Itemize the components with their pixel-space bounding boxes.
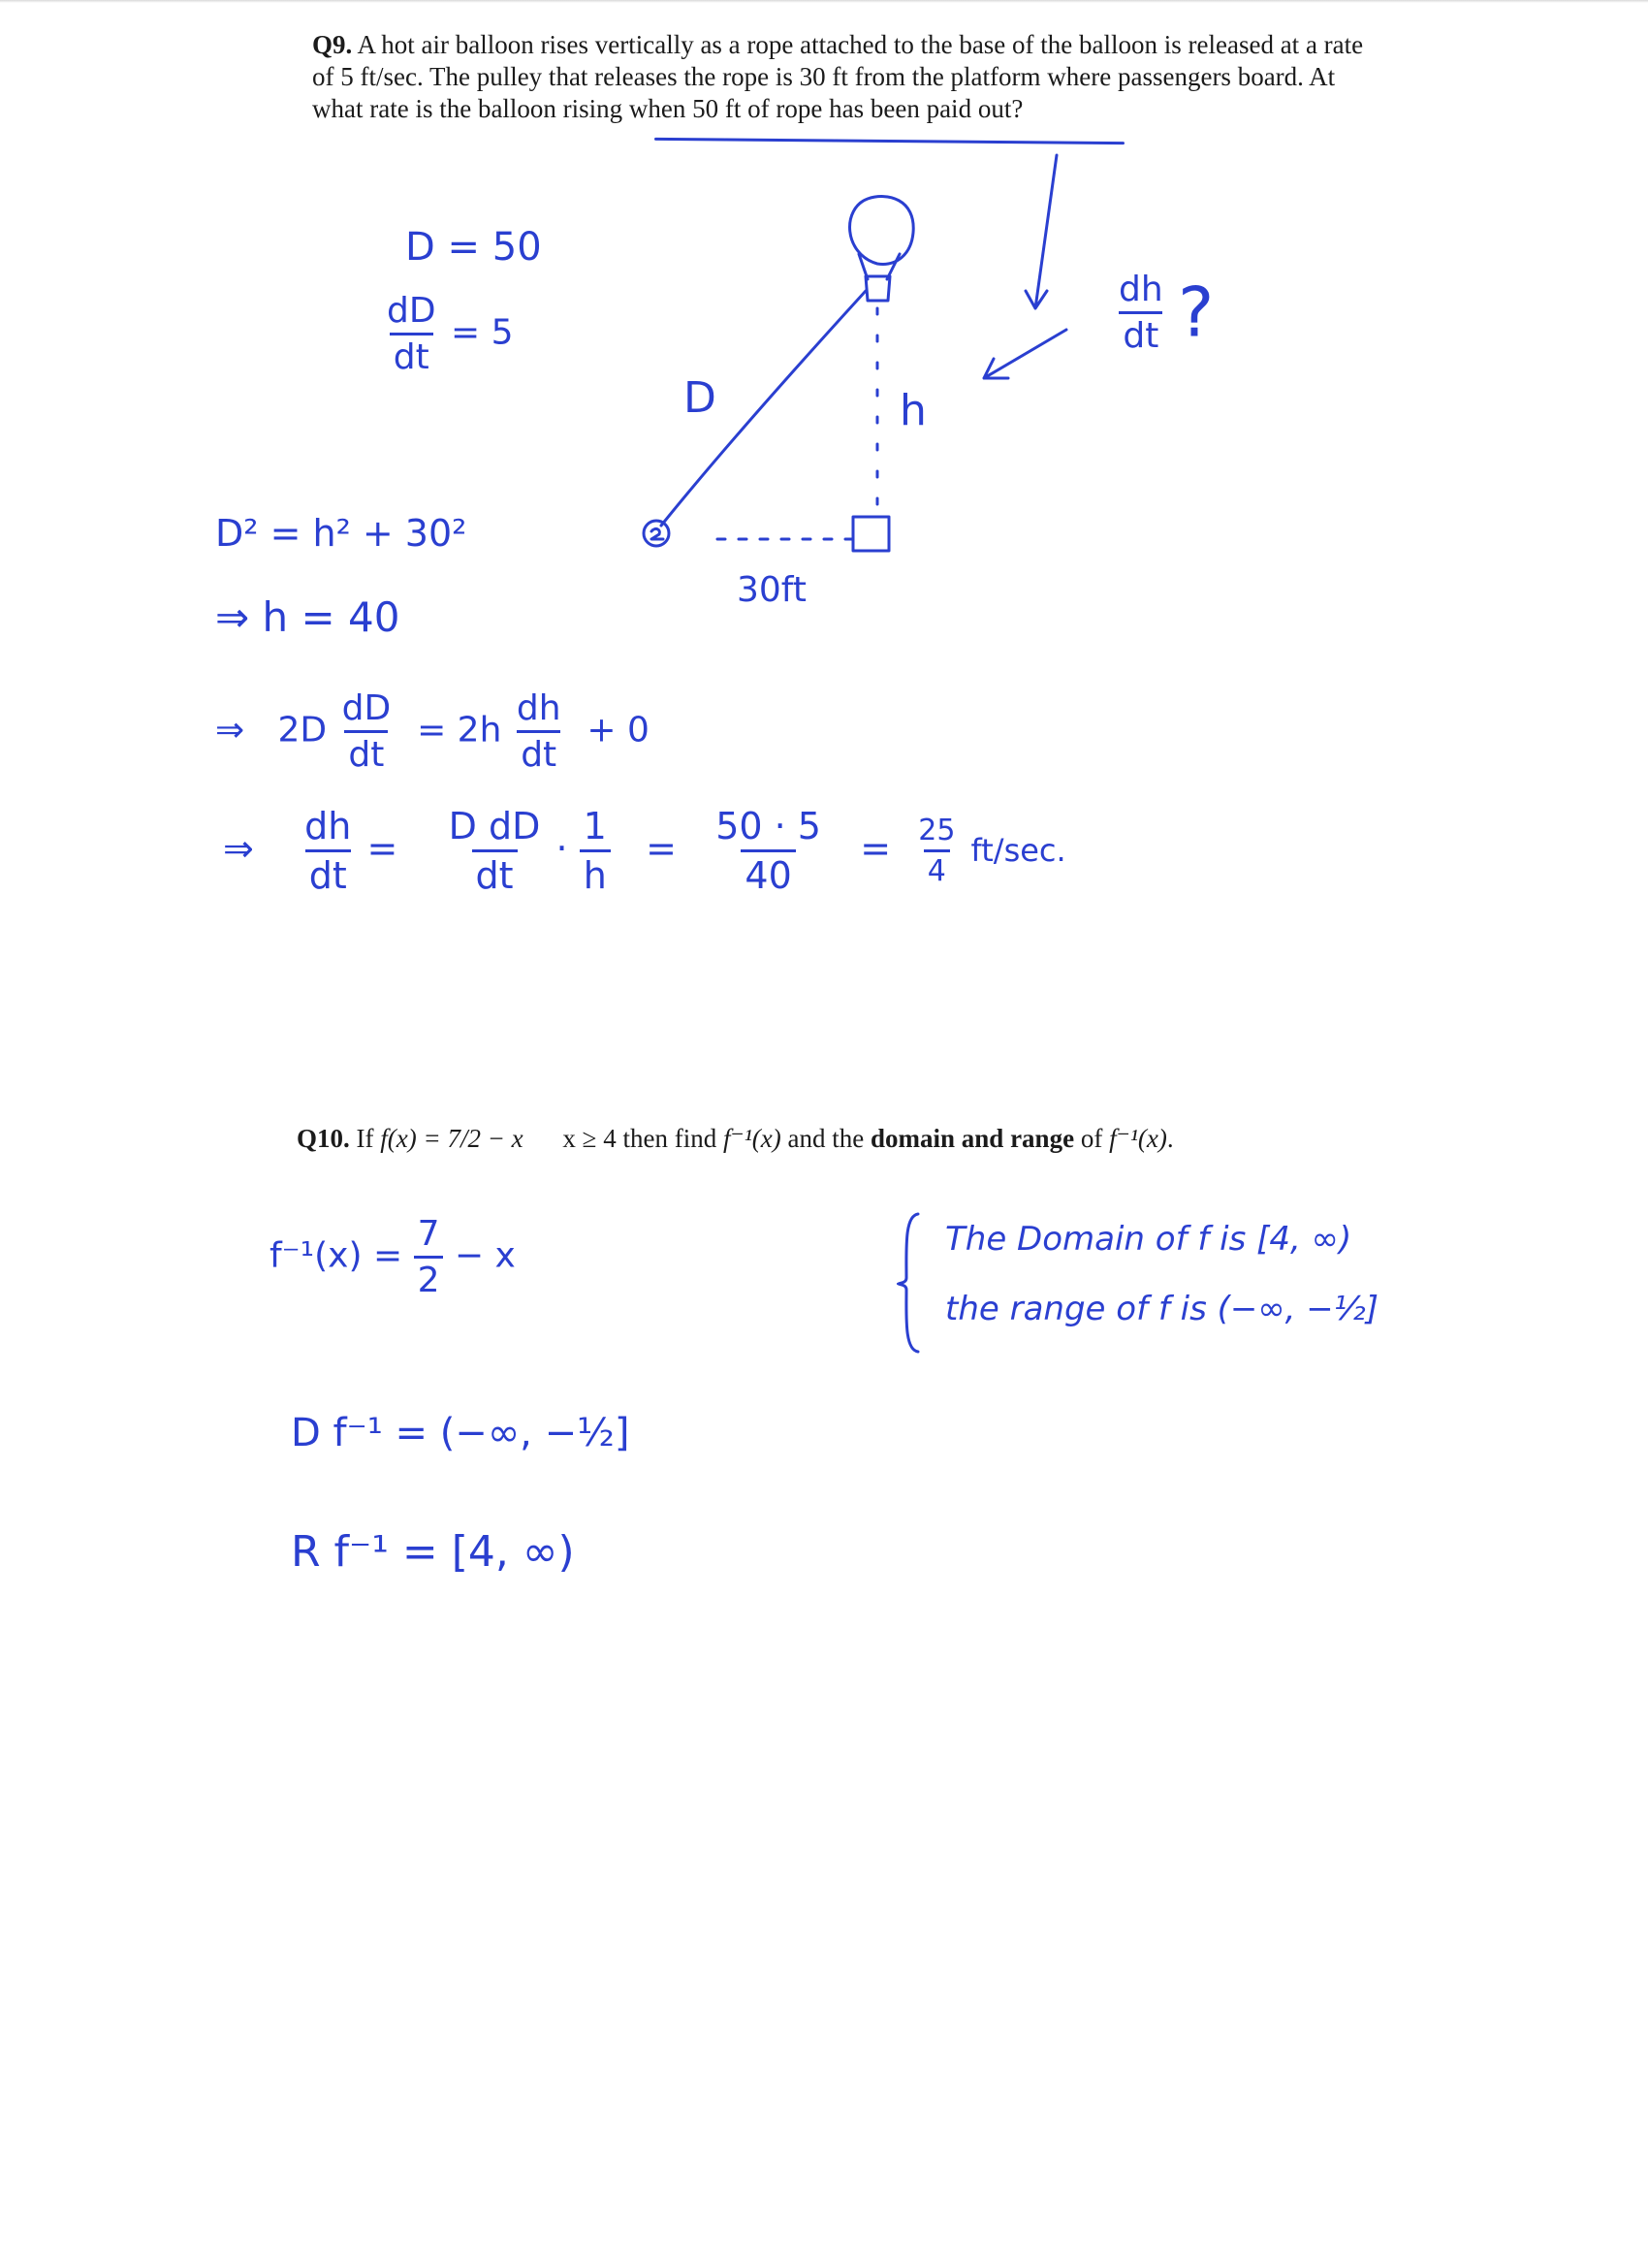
height-value: ⇒ h = 40 <box>215 593 400 641</box>
derivative-arrow: ⇒ <box>215 710 245 751</box>
result-num1: dh <box>304 805 352 847</box>
diagram-label-d: D <box>683 373 716 423</box>
result-eq1: = <box>366 827 398 870</box>
derivative-num2: dh <box>516 688 561 728</box>
result-num2: D dD <box>448 805 541 847</box>
result-arrow: ⇒ <box>223 827 254 870</box>
question-10-function: f(x) = 7/2 − x <box>380 1124 523 1153</box>
result-unit: ft/sec. <box>970 832 1066 869</box>
inverse-num: 7 <box>417 1214 440 1254</box>
diagram-label-base: 30ft <box>737 570 807 610</box>
derivative-num1: dD <box>341 688 392 728</box>
result-dot: · <box>555 827 568 870</box>
arrow-left <box>984 330 1066 378</box>
asked-rate <box>1115 270 1214 356</box>
result-num3: 1 <box>583 805 607 847</box>
derivative-den1: dt <box>344 730 388 775</box>
result-den4: 40 <box>741 849 795 897</box>
range-note: the range of f is (−∞, −½] <box>945 1290 1379 1328</box>
inverse-function <box>269 1214 516 1300</box>
asked-question-mark: ? <box>1178 272 1215 353</box>
result-equation <box>223 805 1066 897</box>
result-den2: dt <box>472 849 518 897</box>
arrow-down <box>1026 155 1057 308</box>
given-d: D = 50 <box>405 225 542 270</box>
result-den5: 4 <box>924 849 950 888</box>
question-10-inverse-2: f⁻¹(x) <box>1109 1124 1167 1153</box>
question-10-bold: domain and range <box>871 1124 1075 1153</box>
result-den1: dt <box>305 849 351 897</box>
given-rate <box>383 291 514 377</box>
inverse-den: 2 <box>414 1256 444 1300</box>
question-10-if: If <box>356 1124 374 1153</box>
result-num5: 25 <box>918 814 956 847</box>
derivative-lhs: 2D <box>277 710 328 751</box>
question-10-end: . <box>1166 1124 1174 1153</box>
asked-rate-num: dh <box>1119 270 1163 309</box>
derivative-equals: = 2h <box>417 710 502 751</box>
given-rate-den: dt <box>390 333 433 377</box>
question-10-inverse: f⁻¹(x) <box>722 1124 781 1153</box>
inverse-lhs: f⁻¹(x) = <box>269 1235 403 1276</box>
derivative-den2: dt <box>517 730 560 775</box>
brace-mark <box>897 1210 920 1356</box>
question-10-and-the: and the <box>787 1124 865 1153</box>
domain-of-inverse: D f⁻¹ = (−∞, −½] <box>291 1411 630 1455</box>
given-rate-value: = 5 <box>451 312 514 353</box>
derivative-tail: + 0 <box>586 710 650 751</box>
range-of-inverse: R f⁻¹ = [4, ∞) <box>291 1527 575 1577</box>
given-rate-num: dD <box>387 291 436 331</box>
result-den3: h <box>580 849 611 897</box>
asked-rate-den: dt <box>1119 311 1162 356</box>
diagram-label-h: h <box>900 386 927 435</box>
question-10-of: of <box>1080 1124 1103 1153</box>
domain-note: The Domain of f is [4, ∞) <box>945 1220 1352 1259</box>
inverse-tail: − x <box>454 1235 516 1276</box>
question-9-label: Q9. <box>312 30 353 59</box>
pythagoras-equation: D² = h² + 30² <box>215 512 467 555</box>
question-10-label: Q10. <box>297 1124 350 1153</box>
platform-box <box>853 517 889 551</box>
question-10 <box>297 1122 1460 1155</box>
question-10-condition: x ≥ 4 then find <box>562 1124 717 1153</box>
pulley-circle <box>644 521 669 546</box>
question-9-text: A hot air balloon rises vertically as a rope attached to the base of the balloon is released at a rate of 5 ft/sec. The pulley that releases the rope is 30 ft from the platform where passengers board. At what rate is the balloon rising when 50 ft of rope has been paid out? <box>312 30 1364 123</box>
result-eq3: = <box>860 827 892 870</box>
derivative-equation <box>215 688 650 775</box>
pulley-mark <box>651 528 663 539</box>
result-num4: 50 · 5 <box>715 805 821 847</box>
result-eq2: = <box>646 827 677 870</box>
